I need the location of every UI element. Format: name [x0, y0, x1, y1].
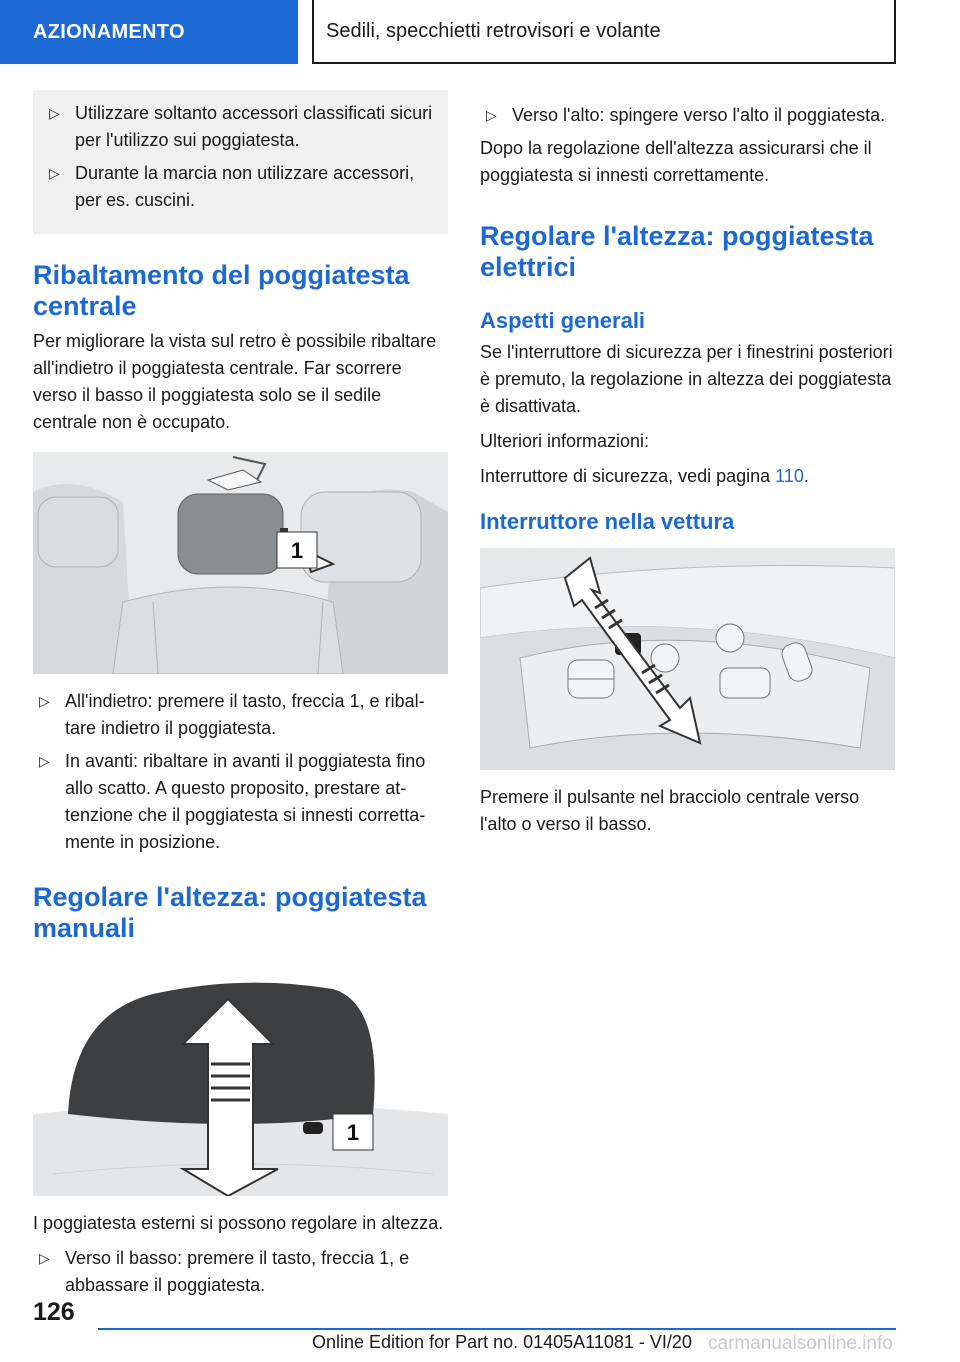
cross-reference [480, 463, 895, 490]
note-item [43, 160, 436, 214]
section-heading-fold: Ribaltamento del poggiatesta centrale [33, 260, 410, 321]
triangle-right-icon: ▷ [486, 107, 497, 123]
left-column [33, 90, 448, 1305]
instruction-item [33, 688, 448, 742]
callout-label: 1 [290, 538, 304, 563]
instruction-text: All'indietro: premere il tasto, freccia 1, e ribaltare indietro il poggiatesta. [65, 691, 425, 738]
note-text: Durante la marcia non utilizzare accessori, per es. cuscini. [75, 163, 415, 210]
note-text: Utilizzare soltanto accessori classificati sicuri per l'utilizzo sui poggiatesta. [75, 103, 433, 150]
safety-note-box [33, 90, 448, 234]
edition-info: Online Edition for Part no. 01405A11081 - VI/20 [312, 1332, 692, 1352]
watermark: carmanualsonline.info [708, 1333, 893, 1354]
instruction-item [480, 102, 895, 129]
instruction-item [33, 1245, 448, 1299]
instruction-text: Verso l'alto: spingere verso l'alto il poggiatesta. [512, 105, 886, 125]
section-manual-intro: I poggiatesta esterni si possono regolare in altezza. [33, 1213, 444, 1233]
rear-headrest-figure [33, 452, 448, 674]
callout-label: 1 [346, 1120, 360, 1145]
armrest-switch-figure [480, 548, 895, 770]
triangle-right-icon: ▷ [39, 753, 50, 769]
triangle-right-icon: ▷ [39, 1250, 50, 1266]
section-heading-manual: Regolare l'altezza: poggiatesta manuali [33, 882, 427, 943]
chapter-title: Sedili, specchietti retrovisori e volante [312, 0, 896, 64]
cross-reference-text: Interruttore di sicurezza, vedi pagina [480, 466, 776, 486]
triangle-right-icon: ▷ [49, 105, 60, 121]
instruction-text: Verso il basso: premere il tasto, freccia 1, e abbassare il poggiatesta. [65, 1248, 410, 1295]
page-link[interactable]: 110 [775, 466, 804, 486]
triangle-right-icon: ▷ [39, 693, 50, 709]
subheading-switch: Interruttore nella vettura [480, 509, 735, 534]
section-heading-electric: Regolare l'altezza: poggiatesta elettrici [480, 221, 874, 282]
instruction-text: In avanti: ribaltare in avanti il poggiatesta fino allo scatto. A questo proposito, prestare attenzione che il poggiatesta si innesti correttamente in posizione. [65, 751, 426, 852]
section-tab[interactable]: AZIONAMENTO [0, 0, 298, 64]
general-text: Se l'interruttore di sicurezza per i finestrini posteriori è premuto, la regolazione in altezza dei poggiatesta è disattivata. [480, 342, 893, 416]
note-item [43, 100, 436, 154]
subheading-general: Aspetti generali [480, 308, 646, 333]
triangle-right-icon: ▷ [49, 165, 60, 181]
cross-reference-end: . [803, 466, 809, 486]
after-adjust-text: Dopo la regolazione dell'altezza assicurarsi che il poggiatesta si innesti correttamente. [480, 138, 872, 185]
page-number: 126 [33, 1298, 75, 1326]
manual-headrest-figure [33, 974, 448, 1196]
more-info-label: Ulteriori informazioni: [480, 431, 650, 451]
switch-caption: Premere il pulsante nel bracciolo centrale verso l'alto o verso il basso. [480, 787, 860, 834]
right-column [480, 90, 895, 846]
instruction-item [33, 748, 448, 856]
section-fold-intro: Per migliorare la vista sul retro è possibile ribaltare all'indietro il poggiatesta centrale. Far scorrere verso il basso il poggiatesta solo se il sedile centrale non è occupato. [33, 331, 437, 432]
